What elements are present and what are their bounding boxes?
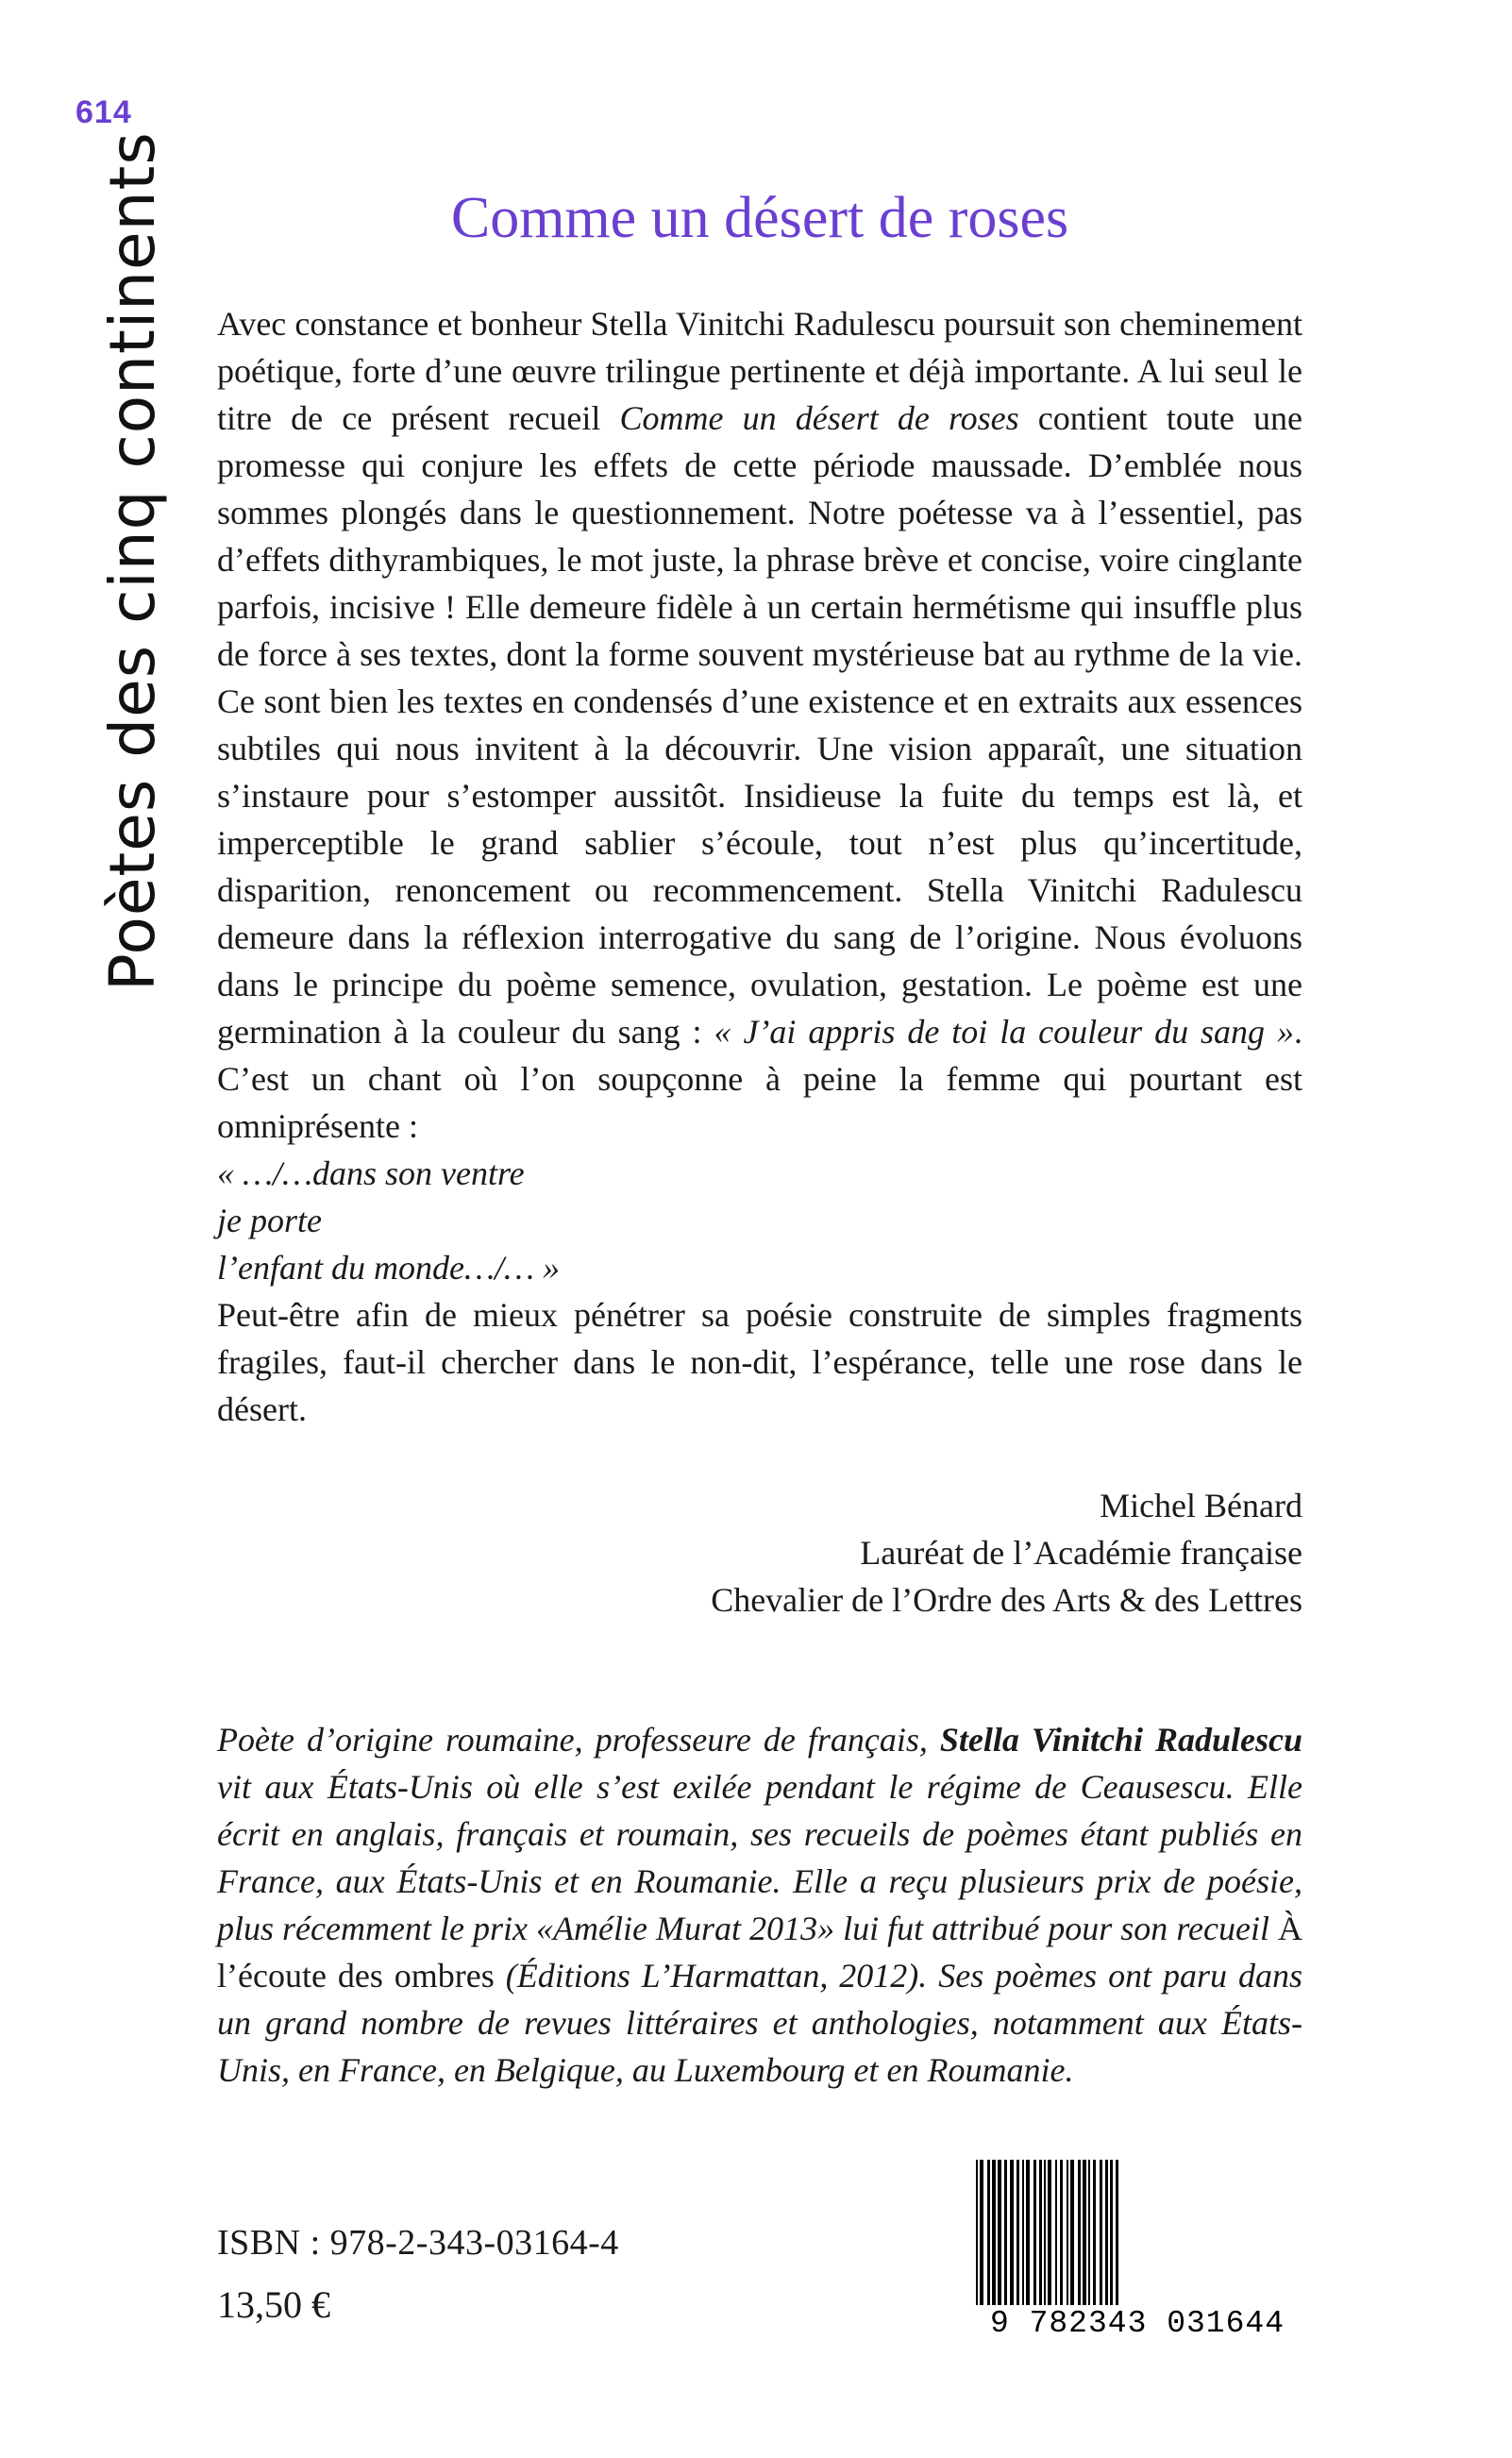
barcode-bar <box>1033 2160 1036 2305</box>
barcode-bar <box>1100 2160 1102 2305</box>
barcode-bars <box>968 2154 1306 2305</box>
barcode-bar <box>1048 2160 1051 2305</box>
barcode-bar <box>1083 2160 1086 2305</box>
barcode-bar <box>1004 2160 1007 2305</box>
poem-quote-line: je porte <box>217 1202 322 1239</box>
review-text-part: contient toute une promesse qui conjure les effets de cette période maussade. D’emblée nous sommes plongés dans le questionnement. Notre poétesse va à l’essentiel, pas d’effets dithyrambiques, le mot juste, la phrase brève et concise, voire cinglante parfois, incisive ! Elle demeure fidèle à un certain hermétisme qui insuffle plus de force à ses textes, dont la forme souvent mystérieuse bat au rythme de la vie. Ce sont bien les textes en condensés d’une existence et en extraits aux essences subtiles qui nous invitent à la découvrir. Une vision apparaît, une situation s’instaure pour s’estomper aussitôt. Insidieuse la fuite du temps est là, et imperceptible le grand sablier s’écoule, tout n’est plus qu’incertitude, disparition, renoncement ou recommencement. Stella Vinitchi Radulescu demeure dans la réflexion interrogative du sang de l’origine. Nous évoluons dans le principe du poème semence, ovulation, gestation. Le poème est une germination à la couleur du sang : <box>217 399 1302 1051</box>
barcode-bar <box>1067 2160 1068 2305</box>
barcode-bar <box>1088 2160 1090 2305</box>
barcode-bar <box>1116 2160 1118 2305</box>
barcode-bar <box>1022 2160 1024 2305</box>
barcode-bar <box>998 2160 1001 2305</box>
author-bio <box>217 1716 1302 2094</box>
review-signature <box>217 1482 1302 1624</box>
signature-title-1: Lauréat de l’Académie française <box>860 1534 1302 1572</box>
poem-quote-line: l’enfant du monde…/… » <box>217 1249 560 1287</box>
series-name: Poètes des cinq continents <box>96 131 169 991</box>
review-text-part: Avec constance et bonheur Stella Vinitchi Radulescu poursuit son cheminement poétique, forte d’une œuvre trilingue pertinente et déjà importante. A lui seul le titre de ce présent recueil <box>217 305 1302 437</box>
barcode-bar <box>1044 2160 1046 2305</box>
barcode-bar <box>1039 2160 1042 2305</box>
review-inline-quote: « J’ai appris de toi la couleur du sang » <box>714 1013 1294 1051</box>
barcode-bar <box>1016 2160 1019 2305</box>
barcode-bar <box>1093 2160 1096 2305</box>
barcode-bar <box>1105 2160 1108 2305</box>
barcode <box>968 2154 1306 2343</box>
barcode-bar <box>980 2160 983 2305</box>
bio-text-part: (Éditions L’Harmattan, 2012). Ses poèmes ont paru dans un grand nombre de revues littéraires et anthologies, notamment aux États-Unis, en France, en Belgique, au Luxembourg et en Roumanie. <box>217 1957 1302 2089</box>
barcode-bar <box>1055 2160 1057 2305</box>
signature-name: Michel Bénard <box>1100 1487 1302 1524</box>
barcode-bar <box>1010 2160 1014 2305</box>
review-text-part: . C’est un chant où l’on soupçonne à peine la femme qui pourtant est omniprésente : <box>217 1013 1302 1145</box>
review-paragraph-2: Peut-être afin de mieux pénétrer sa poésie construite de simples fragments fragiles, faut-il chercher dans le non-dit, l’espérance, telle une rose dans le désert. <box>217 1296 1302 1428</box>
price: 13,50 € <box>217 2283 330 2326</box>
author-name: Stella Vinitchi Radulescu <box>939 1721 1302 1759</box>
barcode-bar <box>992 2160 996 2305</box>
review-text <box>217 300 1302 1433</box>
series-number: 614 <box>76 94 132 130</box>
barcode-digits: 9 782343 031644 <box>989 2306 1285 2341</box>
barcode-bar <box>987 2160 990 2305</box>
barcode-bar <box>1070 2160 1074 2305</box>
review-book-title: Comme un désert de roses <box>619 399 1019 437</box>
book-title: Comme un désert de roses <box>450 186 1069 250</box>
bio-text-part: Poète d’origine roumaine, professeure de français, <box>217 1721 940 1759</box>
barcode-bar <box>1060 2160 1063 2305</box>
barcode-bar <box>1110 2160 1113 2305</box>
barcode-bar <box>1026 2160 1030 2305</box>
review-paragraph-1 <box>217 300 1302 1150</box>
signature-title-2: Chevalier de l’Ordre des Arts & des Lettres <box>711 1581 1302 1619</box>
poem-quote-line: « …/…dans son ventre <box>217 1154 525 1192</box>
poem-quote <box>217 1150 1302 1291</box>
isbn: ISBN : 978-2-343-03164-4 <box>217 2223 619 2263</box>
bio-book-title: À l’écoute des ombres <box>217 1910 1302 1995</box>
bio-text-part: vit aux États-Unis où elle s’est exilée pendant le régime de Ceausescu. Elle écrit en anglais, français et roumain, ses recueils de poèmes étant publiés en France, aux États-Unis et en Roumanie. Elle a reçu plusieurs prix de poésie, plus récemment le prix «Amélie Murat 2013» lui fut attribué pour son recueil <box>217 1768 1302 1947</box>
barcode-bar <box>1078 2160 1081 2305</box>
barcode-bar <box>976 2160 978 2305</box>
